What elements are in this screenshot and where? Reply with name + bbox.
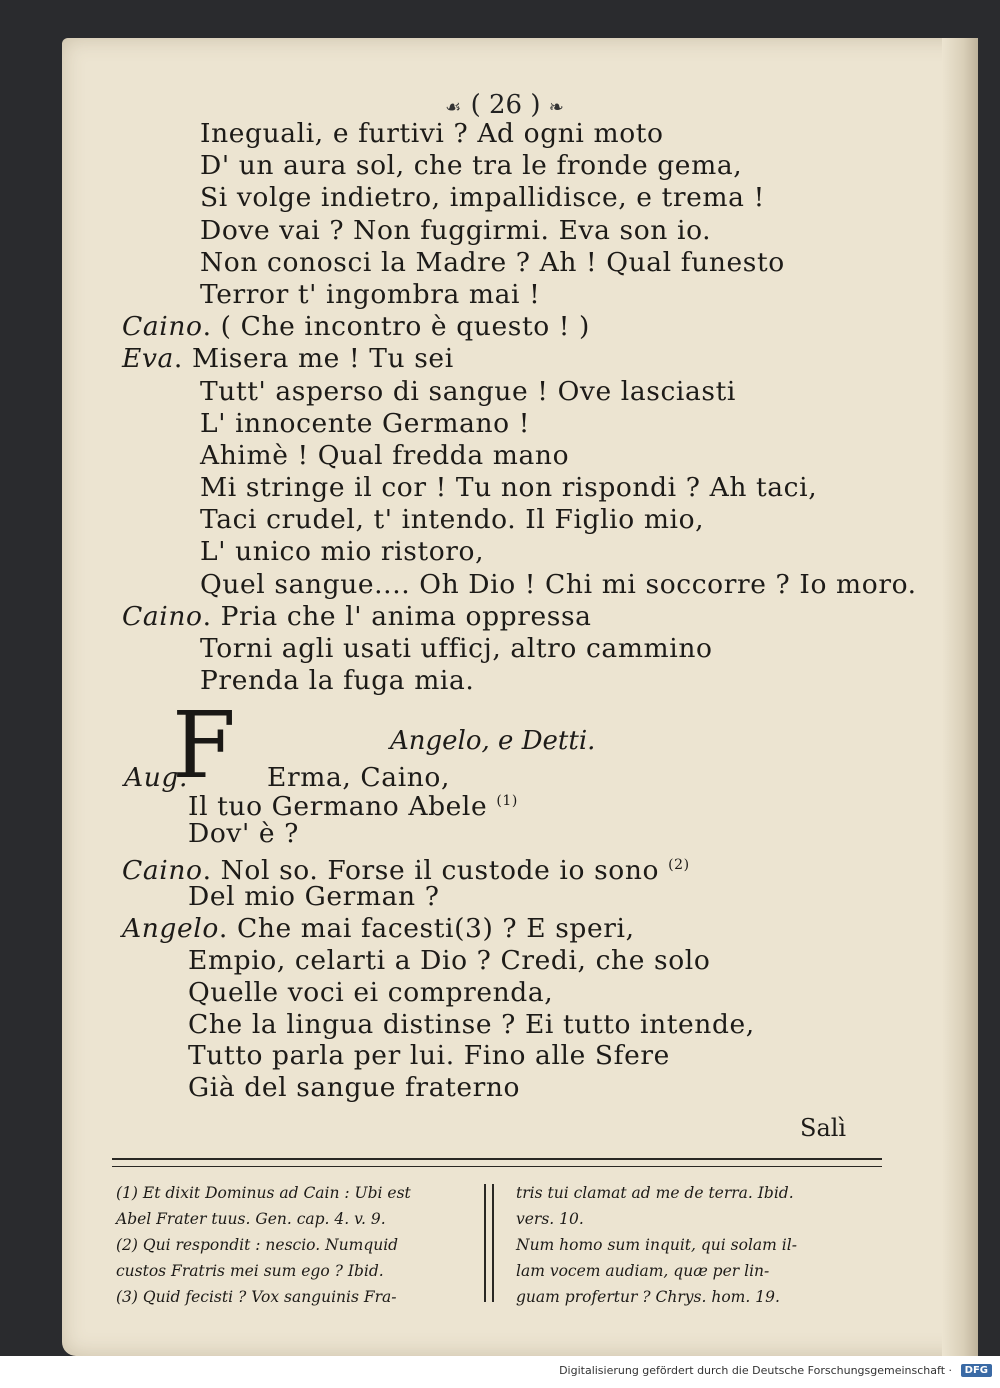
- verse-line: [122, 1072, 922, 1104]
- speaker-name: Eva: [122, 343, 174, 375]
- footnote-line: (1) Et dixit Dominus ad Cain : Ubi est: [116, 1184, 411, 1202]
- footnote-line: Abel Frater tuus. Gen. cap. 4. v. 9.: [116, 1210, 386, 1228]
- verse-line: [122, 150, 922, 182]
- verse-line: [122, 1009, 922, 1041]
- verse-line: [122, 601, 922, 633]
- footnote-line: Num homo sum inquit, qui solam il-: [516, 1236, 797, 1254]
- verse-text: Già del sangue fraterno: [188, 1072, 521, 1104]
- page-header: [420, 90, 590, 120]
- verse-text: Torni agli usati ufficj, altro cammino: [200, 633, 713, 664]
- verse-line: [122, 343, 922, 375]
- verse-line: [122, 633, 922, 665]
- verse-text: Che la lingua distinse ? Ei tutto intende,: [188, 1008, 755, 1040]
- verse-text: Dove vai ? Non fuggirmi. Eva son io.: [200, 214, 712, 246]
- footer-credit: Digitalisierung gefördert durch die Deutsche Forschungsgemeinschaft ·: [559, 1364, 952, 1377]
- verse-line: [122, 665, 922, 697]
- footnotes-left-column: [116, 1180, 476, 1310]
- scene-heading: Angelo, e Detti.: [390, 726, 596, 756]
- verse-text: Erma, Caino,: [267, 762, 451, 793]
- verse-line: [122, 536, 922, 568]
- dfg-logo: DFG: [961, 1364, 992, 1377]
- verse-text: D' un aura sol, che tra le fronde gema,: [200, 150, 743, 182]
- footnote-marker: (2): [668, 856, 690, 873]
- verse-text: Il tuo Germano Abele: [188, 790, 488, 822]
- verse-text: Tutt' asperso di sangue ! Ove lasciasti: [200, 375, 736, 407]
- footnote-line: custos Fratris mei sum ego ? Ibid.: [116, 1262, 384, 1280]
- page-edge: [942, 38, 978, 1356]
- ornament-left-icon: ☙: [445, 97, 463, 118]
- verse-text: . Misera me ! Tu sei: [173, 343, 454, 375]
- verse-block-a: [122, 118, 922, 697]
- verse-line: [122, 945, 922, 977]
- verse-line: [122, 215, 922, 247]
- verse-text: . ( Che incontro è questo ! ): [202, 311, 590, 343]
- verse-text: Dov' è ?: [188, 817, 299, 849]
- catchword: Salì: [800, 1114, 847, 1142]
- verse-line: [122, 786, 922, 822]
- verse-text: Prenda la fuga mia.: [200, 665, 475, 697]
- verse-line: [122, 1040, 922, 1072]
- verse-text: . Che mai facesti(3) ? E speri,: [218, 913, 635, 945]
- verse-line: [122, 818, 922, 850]
- verse-text: Si volge indietro, impallidisce, e trema !: [200, 182, 765, 214]
- footnote-line: lam vocem audiam, quæ per lin-: [516, 1262, 770, 1280]
- verse-line: [122, 977, 922, 1009]
- verse-text: Tutto parla per lui. Fino alle Sfere: [188, 1040, 670, 1072]
- verse-text: Mi stringe il cor ! Tu non rispondi ? Ah taci,: [200, 472, 818, 504]
- verse-text: L' unico mio ristoro,: [200, 536, 485, 568]
- speaker-name: Caino: [122, 600, 203, 632]
- footnote-line: (2) Qui respondit : nescio. Numquid: [116, 1236, 399, 1254]
- verse-text: Quel sangue.... Oh Dio ! Chi mi soccorre ? Io moro.: [200, 568, 917, 600]
- verse-line: [122, 247, 922, 279]
- footnote-marker: (1): [496, 793, 518, 809]
- verse-text: . Nol so. Forse il custode io sono: [202, 854, 660, 886]
- verse-text: Quelle voci ei comprenda,: [188, 976, 554, 1008]
- verse-line: [122, 472, 922, 504]
- verse-text: L' innocente Germano !: [200, 407, 530, 439]
- verse-line: [122, 182, 922, 214]
- verse-text: Non conosci la Madre ? Ah ! Qual funesto: [200, 246, 785, 278]
- verse-text: Taci crudel, t' intendo. Il Figlio mio,: [200, 504, 705, 536]
- drop-cap: F: [172, 692, 236, 799]
- speaker-name: Aug.: [124, 762, 188, 793]
- verse-block-b: [122, 786, 922, 1104]
- footnote-line: tris tui clamat ad me de terra. Ibid.: [516, 1184, 794, 1202]
- speaker-name: Caino: [122, 854, 203, 886]
- speaker-name: Angelo: [122, 913, 219, 945]
- verse-line: [122, 376, 922, 408]
- ornament-right-icon: ❧: [548, 97, 565, 118]
- verse-text: Del mio German ?: [188, 881, 440, 913]
- verse-line: [122, 408, 922, 440]
- verse-text: Terror t' ingombra mai !: [200, 278, 541, 310]
- verse-line: [122, 913, 922, 945]
- digitization-footer: [0, 1356, 1000, 1388]
- verse-line: [122, 569, 922, 601]
- verse-line: [122, 279, 922, 311]
- footnote-line: guam profertur ? Chrys. hom. 19.: [516, 1288, 780, 1306]
- verse-line: [122, 504, 922, 536]
- column-divider: [484, 1184, 494, 1302]
- verse-text: Ahimè ! Qual fredda mano: [200, 439, 570, 471]
- verse-line: [122, 881, 922, 913]
- footnote-rule: [112, 1158, 882, 1167]
- verse-line: [122, 311, 922, 343]
- verse-line: [122, 118, 922, 150]
- footnote-line: (3) Quid fecisti ? Vox sanguinis Fra-: [116, 1288, 397, 1306]
- footnote-line: vers. 10.: [516, 1210, 584, 1228]
- speaker-name: Caino: [122, 311, 203, 343]
- verse-text: Empio, celarti a Dio ? Credi, che solo: [188, 944, 711, 976]
- footnotes-right-column: [516, 1180, 886, 1310]
- verse-line: [122, 850, 922, 886]
- verse-text: . Pria che l' anima oppressa: [202, 600, 592, 632]
- page-number: ( 26 ): [470, 90, 541, 120]
- verse-line: [122, 440, 922, 472]
- verse-text: Ineguali, e furtivi ? Ad ogni moto: [200, 118, 664, 149]
